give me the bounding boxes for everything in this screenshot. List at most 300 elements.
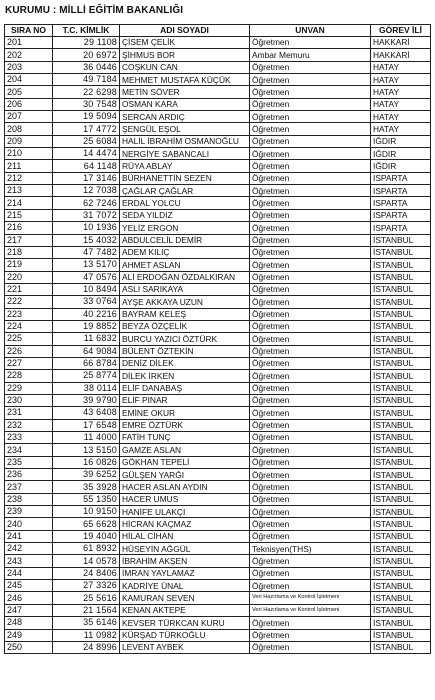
tc-kimlik-cell: 19 8852 — [53, 320, 120, 332]
adi-soyadi-cell: MEHMET MUSTAFA KÜÇÜK — [120, 74, 250, 86]
tc-kimlik-cell: 31 7072 — [53, 209, 120, 221]
tc-kimlik-cell: 17 6548 — [53, 419, 120, 431]
gorev-ili-cell: İSTANBUL — [371, 493, 431, 505]
tc-kimlik-cell: 14 0578 — [53, 555, 120, 567]
table-row — [5, 148, 431, 160]
gorev-ili-cell: İSTANBUL — [371, 604, 431, 616]
table-row — [5, 543, 431, 555]
unvan-cell: Öğretmen — [250, 74, 371, 86]
gorev-ili-cell: İSTANBUL — [371, 518, 431, 530]
sira-no-cell: 234 — [5, 444, 53, 456]
sira-no-cell: 215 — [5, 209, 53, 221]
adi-soyadi-cell: FATİH TUNÇ — [120, 432, 250, 444]
table-row — [5, 172, 431, 184]
unvan-cell: Veri Hazırlama ve Kontrol İşletmeni — [250, 592, 371, 604]
adi-soyadi-cell: ÇAĞLAR ÇAĞLAR — [120, 185, 250, 197]
adi-soyadi-cell: SERCAN ARDIÇ — [120, 111, 250, 123]
tc-kimlik-cell: 24 8996 — [53, 641, 120, 653]
unvan-cell: Öğretmen — [250, 308, 371, 320]
adi-soyadi-cell: İMRAN YAYLAMAZ — [120, 567, 250, 579]
adi-soyadi-cell: DİLEK İRKEN — [120, 370, 250, 382]
gorev-ili-cell: HATAY — [371, 123, 431, 135]
gorev-ili-cell: İSTANBUL — [371, 444, 431, 456]
sira-no-cell: 250 — [5, 641, 53, 653]
unvan-cell: Öğretmen — [250, 357, 371, 369]
tc-kimlik-cell: 15 4032 — [53, 234, 120, 246]
adi-soyadi-cell: GÖKHAN TEPELİ — [120, 456, 250, 468]
unvan-cell: Öğretmen — [250, 567, 371, 579]
gorev-ili-cell: İSTANBUL — [371, 320, 431, 332]
table-row — [5, 271, 431, 283]
sira-no-cell: 212 — [5, 172, 53, 184]
gorev-ili-cell: İSTANBUL — [371, 641, 431, 653]
table-row — [5, 135, 431, 147]
table-row — [5, 333, 431, 345]
tc-kimlik-cell: 16 0826 — [53, 456, 120, 468]
sira-no-cell: 243 — [5, 555, 53, 567]
sira-no-cell: 221 — [5, 283, 53, 295]
sira-no-cell: 202 — [5, 49, 53, 61]
gorev-ili-cell: ISPARTA — [371, 197, 431, 209]
gorev-ili-cell: İSTANBUL — [371, 469, 431, 481]
table-row — [5, 567, 431, 579]
sira-no-cell: 238 — [5, 493, 53, 505]
unvan-cell: Öğretmen — [250, 185, 371, 197]
unvan-cell: Öğretmen — [250, 382, 371, 394]
tc-kimlik-cell: 19 5094 — [53, 111, 120, 123]
adi-soyadi-cell: NERGİYE SABANCALI — [120, 148, 250, 160]
table-row — [5, 469, 431, 481]
tc-kimlik-cell: 35 3928 — [53, 481, 120, 493]
column-header-unvan: UNVAN — [250, 25, 371, 37]
adi-soyadi-cell: ERDAL YOLCU — [120, 197, 250, 209]
table-row — [5, 222, 431, 234]
sira-no-cell: 244 — [5, 567, 53, 579]
unvan-cell: Öğretmen — [250, 283, 371, 295]
tc-kimlik-cell: 64 1148 — [53, 160, 120, 172]
tc-kimlik-cell: 12 7038 — [53, 185, 120, 197]
unvan-cell: Öğretmen — [250, 98, 371, 110]
table-row — [5, 345, 431, 357]
unvan-cell: Öğretmen — [250, 61, 371, 73]
adi-soyadi-cell: ALİ ERDOĞAN ÖZDALKIRAN — [120, 271, 250, 283]
gorev-ili-cell: HATAY — [371, 74, 431, 86]
tc-kimlik-cell: 40 2216 — [53, 308, 120, 320]
column-header-gorev-ili: GÖREV İLİ — [371, 25, 431, 37]
sira-no-cell: 216 — [5, 222, 53, 234]
table-row — [5, 283, 431, 295]
table-row — [5, 74, 431, 86]
sira-no-cell: 230 — [5, 394, 53, 406]
table-row — [5, 419, 431, 431]
sira-no-cell: 237 — [5, 481, 53, 493]
tc-kimlik-cell: 43 6408 — [53, 407, 120, 419]
tc-kimlik-cell: 25 8774 — [53, 370, 120, 382]
adi-soyadi-cell: DENİZ DİLEK — [120, 357, 250, 369]
unvan-cell: Öğretmen — [250, 407, 371, 419]
adi-soyadi-cell: HACER UMUS — [120, 493, 250, 505]
table-row — [5, 160, 431, 172]
tc-kimlik-cell: 36 0446 — [53, 61, 120, 73]
sira-no-cell: 213 — [5, 185, 53, 197]
sira-no-cell: 229 — [5, 382, 53, 394]
sira-no-cell: 225 — [5, 333, 53, 345]
table-row — [5, 604, 431, 616]
adi-soyadi-cell: ADEM KILIÇ — [120, 246, 250, 258]
table-row — [5, 123, 431, 135]
gorev-ili-cell: İSTANBUL — [371, 246, 431, 258]
sira-no-cell: 241 — [5, 530, 53, 542]
tc-kimlik-cell: 62 7246 — [53, 197, 120, 209]
adi-soyadi-cell: SEDA YILDIZ — [120, 209, 250, 221]
unvan-cell: Ambar Memuru — [250, 49, 371, 61]
table-row — [5, 209, 431, 221]
tc-kimlik-cell: 11 6832 — [53, 333, 120, 345]
sira-no-cell: 203 — [5, 61, 53, 73]
table-row — [5, 308, 431, 320]
table-row — [5, 357, 431, 369]
tc-kimlik-cell: 13 5150 — [53, 444, 120, 456]
adi-soyadi-cell: GÜLŞEN YARĞI — [120, 469, 250, 481]
unvan-cell: Öğretmen — [250, 197, 371, 209]
gorev-ili-cell: İSTANBUL — [371, 382, 431, 394]
page-title: KURUMU : MİLLİ EĞİTİM BAKANLIĞI — [5, 5, 184, 16]
gorev-ili-cell: İSTANBUL — [371, 234, 431, 246]
gorev-ili-cell: İSTANBUL — [371, 481, 431, 493]
table-row — [5, 259, 431, 271]
adi-soyadi-cell: KENAN AKTEPE — [120, 604, 250, 616]
adi-soyadi-cell: COŞKUN CAN — [120, 61, 250, 73]
tc-kimlik-cell: 22 6298 — [53, 86, 120, 98]
sira-no-cell: 242 — [5, 543, 53, 555]
adi-soyadi-cell: METİN SÖVER — [120, 86, 250, 98]
table-row — [5, 382, 431, 394]
sira-no-cell: 227 — [5, 357, 53, 369]
sira-no-cell: 201 — [5, 37, 53, 49]
unvan-cell: Öğretmen — [250, 37, 371, 49]
table-row — [5, 370, 431, 382]
adi-soyadi-cell: EMİNE OKUR — [120, 407, 250, 419]
sira-no-cell: 204 — [5, 74, 53, 86]
unvan-cell: Öğretmen — [250, 641, 371, 653]
unvan-cell: Öğretmen — [250, 530, 371, 542]
tc-kimlik-cell: 10 9150 — [53, 506, 120, 518]
unvan-cell: Öğretmen — [250, 432, 371, 444]
tc-kimlik-cell: 10 8494 — [53, 283, 120, 295]
unvan-cell: Öğretmen — [250, 506, 371, 518]
sira-no-cell: 210 — [5, 148, 53, 160]
table-row — [5, 49, 431, 61]
adi-soyadi-cell: BURCU YAZICI ÖZTÜRK — [120, 333, 250, 345]
table-row — [5, 444, 431, 456]
sira-no-cell: 211 — [5, 160, 53, 172]
table-body — [5, 37, 431, 654]
adi-soyadi-cell: HİCRAN KAÇMAZ — [120, 518, 250, 530]
table-row — [5, 580, 431, 592]
unvan-cell: Öğretmen — [250, 370, 371, 382]
tc-kimlik-cell: 25 6084 — [53, 135, 120, 147]
adi-soyadi-cell: RÜYA ABLAY — [120, 160, 250, 172]
gorev-ili-cell: İSTANBUL — [371, 629, 431, 641]
sira-no-cell: 222 — [5, 296, 53, 308]
sira-no-cell: 208 — [5, 123, 53, 135]
gorev-ili-cell: ISPARTA — [371, 222, 431, 234]
tc-kimlik-cell: 66 8784 — [53, 357, 120, 369]
sira-no-cell: 245 — [5, 580, 53, 592]
table-row — [5, 407, 431, 419]
adi-soyadi-cell: BÜLENT ÖZTEKİN — [120, 345, 250, 357]
unvan-cell: Öğretmen — [250, 481, 371, 493]
tc-kimlik-cell: 64 9084 — [53, 345, 120, 357]
tc-kimlik-cell: 29 1108 — [53, 37, 120, 49]
sira-no-cell: 218 — [5, 246, 53, 258]
gorev-ili-cell: İSTANBUL — [371, 506, 431, 518]
tc-kimlik-cell: 14 4474 — [53, 148, 120, 160]
sira-no-cell: 206 — [5, 98, 53, 110]
sira-no-cell: 226 — [5, 345, 53, 357]
unvan-cell: Teknisyen(THS) — [250, 543, 371, 555]
table-row — [5, 493, 431, 505]
gorev-ili-cell: İSTANBUL — [371, 456, 431, 468]
table-row — [5, 320, 431, 332]
sira-no-cell: 246 — [5, 592, 53, 604]
gorev-ili-cell: İSTANBUL — [371, 432, 431, 444]
table-row — [5, 456, 431, 468]
tc-kimlik-cell: 27 3326 — [53, 580, 120, 592]
unvan-cell: Öğretmen — [250, 617, 371, 629]
unvan-cell: Öğretmen — [250, 333, 371, 345]
tc-kimlik-cell: 11 0982 — [53, 629, 120, 641]
adi-soyadi-cell: HACER ASLAN AYDIN — [120, 481, 250, 493]
adi-soyadi-cell: ŞENGÜL EŞOL — [120, 123, 250, 135]
unvan-cell: Öğretmen — [250, 320, 371, 332]
personnel-table — [4, 24, 431, 654]
table-row — [5, 98, 431, 110]
gorev-ili-cell: İSTANBUL — [371, 407, 431, 419]
tc-kimlik-cell: 11 4000 — [53, 432, 120, 444]
tc-kimlik-cell: 61 8932 — [53, 543, 120, 555]
table-row — [5, 555, 431, 567]
sira-no-cell: 235 — [5, 456, 53, 468]
tc-kimlik-cell: 39 6252 — [53, 469, 120, 481]
table-row — [5, 432, 431, 444]
unvan-cell: Öğretmen — [250, 172, 371, 184]
table-header-row — [5, 25, 431, 37]
gorev-ili-cell: İSTANBUL — [371, 357, 431, 369]
gorev-ili-cell: HAKKARİ — [371, 37, 431, 49]
unvan-cell: Öğretmen — [250, 394, 371, 406]
adi-soyadi-cell: ELİF DANABAŞ — [120, 382, 250, 394]
table-row — [5, 394, 431, 406]
sira-no-cell: 207 — [5, 111, 53, 123]
sira-no-cell: 223 — [5, 308, 53, 320]
tc-kimlik-cell: 10 1936 — [53, 222, 120, 234]
gorev-ili-cell: İSTANBUL — [371, 345, 431, 357]
gorev-ili-cell: IĞDIR — [371, 148, 431, 160]
table-row — [5, 518, 431, 530]
unvan-cell: Öğretmen — [250, 493, 371, 505]
gorev-ili-cell: İSTANBUL — [371, 296, 431, 308]
tc-kimlik-cell: 17 4772 — [53, 123, 120, 135]
adi-soyadi-cell: ŞİHMUS BOR — [120, 49, 250, 61]
sira-no-cell: 205 — [5, 86, 53, 98]
gorev-ili-cell: İSTANBUL — [371, 271, 431, 283]
tc-kimlik-cell: 47 7482 — [53, 246, 120, 258]
unvan-cell: Öğretmen — [250, 148, 371, 160]
tc-kimlik-cell: 55 1350 — [53, 493, 120, 505]
gorev-ili-cell: İSTANBUL — [371, 333, 431, 345]
tc-kimlik-cell: 39 9790 — [53, 394, 120, 406]
adi-soyadi-cell: ELİF PINAR — [120, 394, 250, 406]
gorev-ili-cell: IĞDIR — [371, 135, 431, 147]
table-row — [5, 506, 431, 518]
unvan-cell: Öğretmen — [250, 222, 371, 234]
adi-soyadi-cell: ASLI SARIKAYA — [120, 283, 250, 295]
tc-kimlik-cell: 19 4040 — [53, 530, 120, 542]
table-row — [5, 629, 431, 641]
adi-soyadi-cell: HANİFE ULAKÇI — [120, 506, 250, 518]
unvan-cell: Öğretmen — [250, 629, 371, 641]
gorev-ili-cell: İSTANBUL — [371, 308, 431, 320]
gorev-ili-cell: İSTANBUL — [371, 543, 431, 555]
gorev-ili-cell: HATAY — [371, 98, 431, 110]
sira-no-cell: 209 — [5, 135, 53, 147]
unvan-cell: Öğretmen — [250, 456, 371, 468]
unvan-cell: Öğretmen — [250, 296, 371, 308]
adi-soyadi-cell: KAMURAN SEVEN — [120, 592, 250, 604]
unvan-cell: Öğretmen — [250, 234, 371, 246]
table-row — [5, 617, 431, 629]
sira-no-cell: 232 — [5, 419, 53, 431]
column-header-tc-kimlik: T.C. KİMLİK — [53, 25, 120, 37]
tc-kimlik-cell: 47 0576 — [53, 271, 120, 283]
unvan-cell: Öğretmen — [250, 111, 371, 123]
table-row — [5, 86, 431, 98]
unvan-cell: Öğretmen — [250, 580, 371, 592]
sira-no-cell: 233 — [5, 432, 53, 444]
adi-soyadi-cell: OSMAN KARA — [120, 98, 250, 110]
unvan-cell: Öğretmen — [250, 444, 371, 456]
tc-kimlik-cell: 49 7184 — [53, 74, 120, 86]
adi-soyadi-cell: BEYZA ÖZÇELİK — [120, 320, 250, 332]
adi-soyadi-cell: EMRE ÖZTÜRK — [120, 419, 250, 431]
sira-no-cell: 220 — [5, 271, 53, 283]
adi-soyadi-cell: KÜRŞAD TÜRKOĞLU — [120, 629, 250, 641]
tc-kimlik-cell: 24 8406 — [53, 567, 120, 579]
adi-soyadi-cell: AHMET ASLAN — [120, 259, 250, 271]
sira-no-cell: 247 — [5, 604, 53, 616]
adi-soyadi-cell: BÜRHANETTİN SEZEN — [120, 172, 250, 184]
unvan-cell: Öğretmen — [250, 469, 371, 481]
gorev-ili-cell: İSTANBUL — [371, 283, 431, 295]
adi-soyadi-cell: YELİZ ERGON — [120, 222, 250, 234]
table-row — [5, 246, 431, 258]
sira-no-cell: 228 — [5, 370, 53, 382]
unvan-cell: Öğretmen — [250, 160, 371, 172]
table-row — [5, 234, 431, 246]
unvan-cell: Öğretmen — [250, 271, 371, 283]
gorev-ili-cell: IĞDIR — [371, 160, 431, 172]
table-row — [5, 197, 431, 209]
sira-no-cell: 236 — [5, 469, 53, 481]
tc-kimlik-cell: 30 7548 — [53, 98, 120, 110]
adi-soyadi-cell: BAYRAM KELEŞ — [120, 308, 250, 320]
adi-soyadi-cell: GAMZE ASLAN — [120, 444, 250, 456]
unvan-cell: Öğretmen — [250, 246, 371, 258]
gorev-ili-cell: İSTANBUL — [371, 580, 431, 592]
sira-no-cell: 214 — [5, 197, 53, 209]
adi-soyadi-cell: HÜSEYİN AĞGÜL — [120, 543, 250, 555]
sira-no-cell: 217 — [5, 234, 53, 246]
adi-soyadi-cell: HALİL İBRAHİM OSMANOĞLU — [120, 135, 250, 147]
gorev-ili-cell: İSTANBUL — [371, 555, 431, 567]
gorev-ili-cell: İSTANBUL — [371, 592, 431, 604]
adi-soyadi-cell: LEVENT AYBEK — [120, 641, 250, 653]
unvan-cell: Öğretmen — [250, 419, 371, 431]
adi-soyadi-cell: HİLAL CİHAN — [120, 530, 250, 542]
adi-soyadi-cell: ÇİSEM ÇELİK — [120, 37, 250, 49]
gorev-ili-cell: İSTANBUL — [371, 370, 431, 382]
tc-kimlik-cell: 38 0114 — [53, 382, 120, 394]
tc-kimlik-cell: 17 3146 — [53, 172, 120, 184]
gorev-ili-cell: HAKKARİ — [371, 49, 431, 61]
table-row — [5, 641, 431, 653]
table-row — [5, 61, 431, 73]
unvan-cell: Veri Hazırlama ve Kontrol İşletmeni — [250, 604, 371, 616]
gorev-ili-cell: ISPARTA — [371, 185, 431, 197]
table-row — [5, 530, 431, 542]
unvan-cell: Öğretmen — [250, 555, 371, 567]
gorev-ili-cell: ISPARTA — [371, 209, 431, 221]
sira-no-cell: 231 — [5, 407, 53, 419]
gorev-ili-cell: İSTANBUL — [371, 567, 431, 579]
adi-soyadi-cell: İBRAHİM AKŞEN — [120, 555, 250, 567]
tc-kimlik-cell: 35 6146 — [53, 617, 120, 629]
table-row — [5, 37, 431, 49]
table-row — [5, 481, 431, 493]
gorev-ili-cell: İSTANBUL — [371, 617, 431, 629]
adi-soyadi-cell: AYŞE AKKAYA UZUN — [120, 296, 250, 308]
tc-kimlik-cell: 13 5170 — [53, 259, 120, 271]
tc-kimlik-cell: 20 6972 — [53, 49, 120, 61]
unvan-cell: Öğretmen — [250, 209, 371, 221]
tc-kimlik-cell: 65 6628 — [53, 518, 120, 530]
gorev-ili-cell: İSTANBUL — [371, 259, 431, 271]
tc-kimlik-cell: 21 1564 — [53, 604, 120, 616]
gorev-ili-cell: ISPARTA — [371, 172, 431, 184]
unvan-cell: Öğretmen — [250, 259, 371, 271]
sira-no-cell: 248 — [5, 617, 53, 629]
sira-no-cell: 219 — [5, 259, 53, 271]
gorev-ili-cell: HATAY — [371, 86, 431, 98]
sira-no-cell: 249 — [5, 629, 53, 641]
table-row — [5, 592, 431, 604]
sira-no-cell: 239 — [5, 506, 53, 518]
unvan-cell: Öğretmen — [250, 345, 371, 357]
adi-soyadi-cell: KADRİYE ÜNAL — [120, 580, 250, 592]
tc-kimlik-cell: 25 5616 — [53, 592, 120, 604]
gorev-ili-cell: İSTANBUL — [371, 419, 431, 431]
unvan-cell: Öğretmen — [250, 86, 371, 98]
unvan-cell: Öğretmen — [250, 123, 371, 135]
gorev-ili-cell: İSTANBUL — [371, 394, 431, 406]
unvan-cell: Öğretmen — [250, 518, 371, 530]
tc-kimlik-cell: 33 0764 — [53, 296, 120, 308]
gorev-ili-cell: HATAY — [371, 111, 431, 123]
gorev-ili-cell: HATAY — [371, 61, 431, 73]
sira-no-cell: 224 — [5, 320, 53, 332]
column-header-adi-soyadi: ADI SOYADI — [120, 25, 250, 37]
